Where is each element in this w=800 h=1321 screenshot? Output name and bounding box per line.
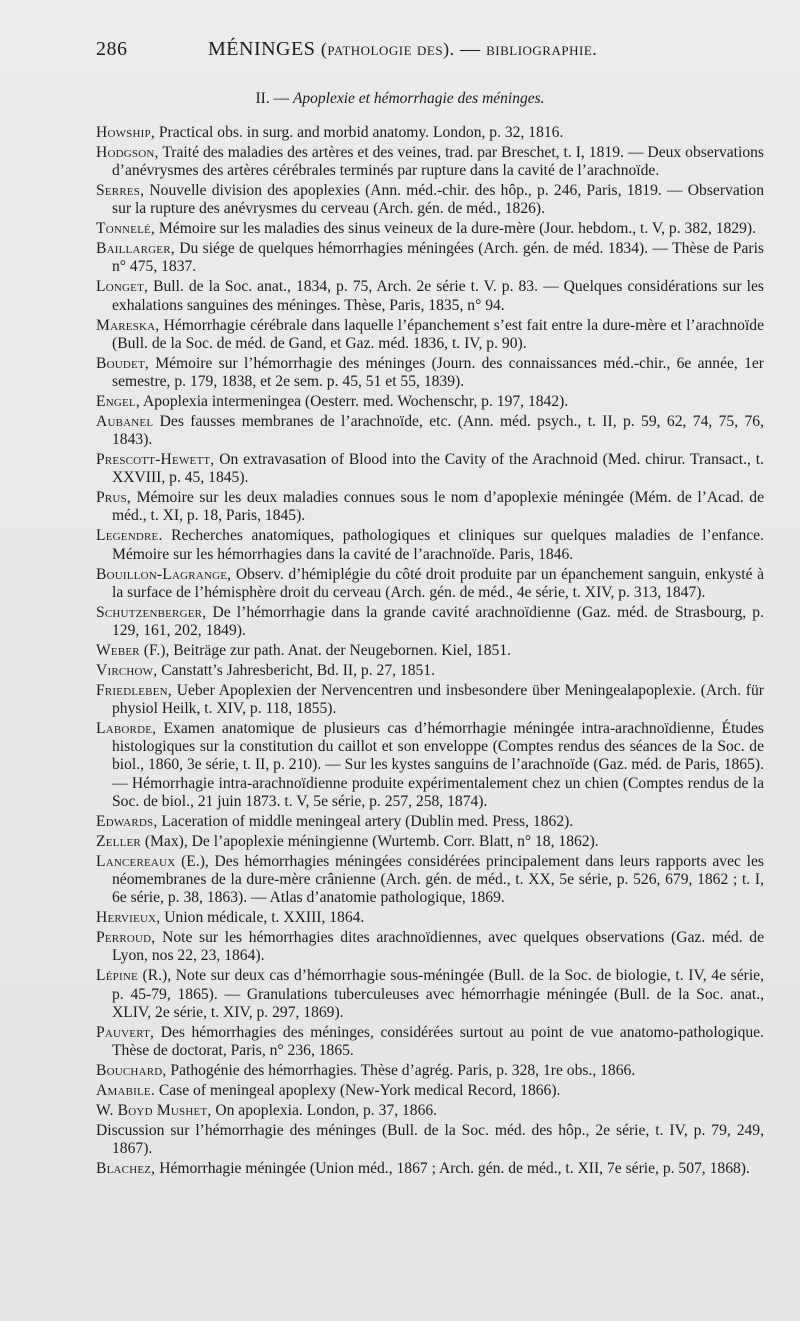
entry-author: W. Boyd Mushet, — [96, 1101, 212, 1119]
bibliography-entry — [96, 566, 764, 603]
header-title: MÉNINGES — [208, 38, 316, 60]
entry-text: Union médicale, t. XXIII, 1864. — [164, 909, 365, 927]
bibliography-entry — [96, 220, 764, 238]
entry-author: Laborde, — [96, 719, 157, 737]
entry-author: Schutzenberger, — [96, 603, 207, 621]
entry-author: Engel, — [96, 392, 140, 410]
header-subtitle: (pathologie des). — [320, 39, 455, 59]
entry-author: Blachez, — [96, 1159, 156, 1177]
bibliography-entry — [96, 929, 764, 966]
entry-text: Des fausses membranes de l’arachnoïde, etc. (Ann. méd. psych., t. II, p. 59, 62, 74, 75, 76, 1843). — [112, 412, 764, 449]
bibliography-entry — [96, 393, 764, 411]
entry-author: Bouillon-Lagrange, — [96, 565, 232, 583]
entry-text: Examen anatomique de plusieurs cas d’hémorrhagie méningée intra-arachnoïdienne, Études histologiques sur la constitution du caillot et son enveloppe (Comptes rendus des séances de la Soc. de biol., 1860, 3e série, t. II, p. 210). — Sur les kystes sanguins de l’arachnoïde (Gaz. méd. de Paris, 1865). — Hémorrhagie intra-arachnoïdienne produite expérimentalement chez un chien (Comptes rendus de la Soc. de biol., 21 juin 1873. t. V, 5e série, p. 257, 258, 1874). — [112, 719, 764, 811]
bibliography-entry — [96, 604, 764, 641]
bibliography-entry — [96, 1160, 764, 1178]
entry-author: Edwards, — [96, 812, 158, 830]
entry-text: Bull. de la Soc. anat., 1834, p. 75, Arch. 2e série t. V. p. 83. — Quelques considérations sur les exhalations sanguines des méninges. Thèse, Paris, 1835, n° 94. — [112, 278, 764, 314]
bibliography-entry — [96, 1122, 764, 1159]
bibliography-entry — [96, 642, 764, 660]
entry-author: Lépine — [96, 967, 138, 985]
bibliography-entry — [96, 720, 764, 811]
page-number: 286 — [96, 38, 128, 60]
bibliography-list — [96, 124, 764, 1180]
entry-author: Zeller — [96, 832, 141, 850]
bibliography-entry — [96, 527, 764, 564]
entry-text: Mémoire sur les maladies des sinus veineux de la dure-mère (Jour. hebdom., t. V, p. 382, 1829). — [158, 220, 756, 238]
entry-text: Mémoire sur l’hémorrhagie des méninges (Journ. des connaissances méd.-chir., 6e année, 1er semestre, p. 179, 1838, et 2e sem. p. 45, 51 et 55, 1839). — [112, 354, 764, 391]
entry-author: Prescott-Hewett, — [96, 450, 215, 468]
entry-text: (E.), Des hémorrhagies méningées considérées principalement dans leurs rapports avec les néomembranes de la dure-mère crânienne (Arch. gén. de méd., t. XX, 5e série, p. 526, 679, 1862 ; t. I, 6e série, p. 38, 1863). — Atlas d’anatomie pathologique, 1869. — [112, 852, 764, 907]
bibliography-entry — [96, 833, 764, 851]
bibliography-entry — [96, 144, 764, 181]
entry-text: (R.), Note sur deux cas d’hémorrhagie sous-méningée (Bull. de la Soc. de biologie, t. IV, 4e série, p. 45-79, 1865). — Granulations tuberculeuses avec hémorrhagie méningée (Bull. de la Soc. anat., XLIV, 2e série, t. XIV, p. 297, 1869). — [112, 967, 764, 1021]
bibliography-entry — [96, 1082, 764, 1100]
entry-text: Practical obs. in surg. and morbid anatomy. London, p. 32, 1816. — [158, 124, 564, 141]
entry-author: Pauvert, — [96, 1023, 155, 1041]
entry-text: (F.), Beiträge zur path. Anat. der Neugebornen. Kiel, 1851. — [143, 641, 512, 659]
entry-text: Canstatt’s Jahresbericht, Bd. II, p. 27, 1851. — [161, 661, 435, 679]
entry-author: Howship, — [96, 124, 155, 141]
entry-author: Tonnelé, — [96, 220, 156, 238]
section-heading — [0, 90, 800, 108]
entry-text: De l’hémorrhagie dans la grande cavité arachnoïdienne (Gaz. méd. de Strasbourg, p. 129, 161, 202, 1849). — [112, 603, 764, 640]
bibliography-entry — [96, 278, 764, 315]
entry-author: Boudet, — [96, 354, 149, 372]
entry-text: Des hémorrhagies des méninges, considérées surtout au point de vue anatomo-pathologique. Thèse de doctorat, Paris, n° 236, 1865. — [112, 1023, 764, 1060]
entry-author: Amabile. — [96, 1081, 155, 1099]
entry-author: Friedleben, — [96, 681, 172, 699]
bibliography-entry — [96, 662, 764, 680]
bibliography-entry — [96, 1102, 764, 1120]
bibliography-entry — [96, 413, 764, 450]
entry-text: Ueber Apoplexien der Nervencentren und insbesondere über Meningealapoplexie. (Arch. für physiol Heilk, t. XIV, p. 118, 1855). — [112, 681, 764, 717]
entry-text: Traité des maladies des artères et des veines, trad. par Breschet, t. I, 1819. — Deux observations d’anévrysmes des artères cérébrales terminés par rupture dans la cavité de l’arachnoïde. — [112, 143, 764, 180]
running-header — [96, 38, 760, 61]
entry-text: Nouvelle division des apoplexies (Ann. méd.-chir. des hôp., p. 246, Paris, 1819. — Observation sur la rupture des anévrysmes du cerveau (Arch. gén. de méd., 1826). — [112, 182, 764, 218]
header-section-label: bibliographie. — [486, 39, 598, 59]
entry-text: On apoplexia. London, p. 37, 1866. — [215, 1101, 438, 1119]
header-dash: — — [460, 38, 481, 60]
entry-text: Observ. d’hémiplégie du côté droit produite par un épanchement sanguin, enkysté à la surface de l’hémisphère droit du cerveau (Arch. gén. de méd., 4e série, t. XIV, p. 313, 1847). — [112, 565, 764, 601]
bibliography-entry — [96, 182, 764, 219]
bibliography-entry — [96, 813, 764, 831]
entry-text: Du siége de quelques hémorrhagies méningées (Arch. gén. de méd. 1834). — Thèse de Paris n° 475, 1837. — [112, 240, 764, 276]
bibliography-entry — [96, 240, 764, 277]
entry-text: On extravasation of Blood into the Cavity of the Arachnoid (Med. chirur. Transact., t. XXVIII, p. 45, 1845). — [112, 450, 764, 487]
bibliography-entry — [96, 909, 764, 927]
section-numeral: II. — — [255, 90, 290, 107]
entry-author: Serres, — [96, 182, 145, 200]
entry-author: Virchow, — [96, 661, 158, 679]
entry-author: Hodgson, — [96, 143, 159, 161]
entry-text: Pathogénie des hémorrhagies. Thèse d’agrég. Paris, p. 328, 1re obs., 1866. — [170, 1061, 636, 1079]
section-title: Apoplexie et hémorrhagie des méninges. — [292, 90, 545, 107]
bibliography-entry — [96, 355, 764, 392]
entry-author: Baillarger, — [96, 240, 175, 258]
entry-text: Laceration of middle meningeal artery (Dublin med. Press, 1862). — [161, 812, 574, 830]
entry-author: Hervieux, — [96, 909, 161, 927]
bibliography-entry — [96, 682, 764, 719]
bibliography-entry — [96, 451, 764, 488]
entry-text: (Max), De l’apoplexie méningienne (Wurtemb. Corr. Blatt, n° 18, 1862). — [144, 832, 599, 850]
entry-text: Note sur les hémorrhagies dites arachnoïdiennes, avec quelques observations (Gaz. méd. de Lyon, nos 22, 23, 1864). — [112, 929, 765, 965]
entry-text: Recherches anatomiques, pathologiques et cliniques sur quelques maladies de l’enfance. Mémoire sur les hémorrhagies dans la cavité de l’arachnoïde. Paris, 1846. — [112, 527, 764, 563]
entry-author: Bouchard, — [96, 1061, 167, 1079]
entry-author: Perroud, — [96, 929, 156, 947]
bibliography-entry — [96, 853, 764, 908]
bibliography-entry — [96, 489, 764, 526]
entry-author: Weber — [96, 641, 140, 659]
entry-author: Aubanel — [96, 412, 154, 430]
entry-text: Discussion sur l’hémorrhagie des méninges (Bull. de la Soc. méd. des hôp., 2e série, t. IV, p. 79, 249, 1867). — [96, 1121, 764, 1157]
entry-author: Mareska, — [96, 316, 160, 334]
entry-text: Case of meningeal apoplexy (New-York medical Record, 1866). — [158, 1081, 561, 1099]
entry-author: Prus, — [96, 489, 131, 507]
entry-text: Hémorrhagie méningée (Union méd., 1867 ; Arch. gén. de méd., t. XII, 7e série, p. 507, 1868). — [159, 1159, 750, 1177]
bibliography-entry — [96, 1024, 764, 1061]
entry-author: Legendre. — [96, 527, 163, 545]
bibliography-entry — [96, 967, 764, 1022]
entry-text: Mémoire sur les deux maladies connues sous le nom d’apoplexie méningée (Mém. de l’Acad. de méd., t. XI, p. 18, Paris, 1845). — [112, 489, 764, 525]
entry-text: Hémorrhagie cérébrale dans laquelle l’épanchement s’est fait entre la dure-mère et l’arachnoïde (Bull. de la Soc. de méd. de Gand, et Gaz. méd. 1836, t. IV, p. 90). — [112, 316, 764, 352]
bibliography-entry — [96, 317, 764, 354]
bibliography-entry — [96, 1062, 764, 1080]
entry-author: Lancereaux — [96, 852, 176, 870]
bibliography-entry — [96, 124, 764, 142]
entry-author: Longet, — [96, 278, 149, 296]
entry-text: Apoplexia intermeningea (Oesterr. med. Wochenschr, p. 197, 1842). — [143, 392, 569, 410]
